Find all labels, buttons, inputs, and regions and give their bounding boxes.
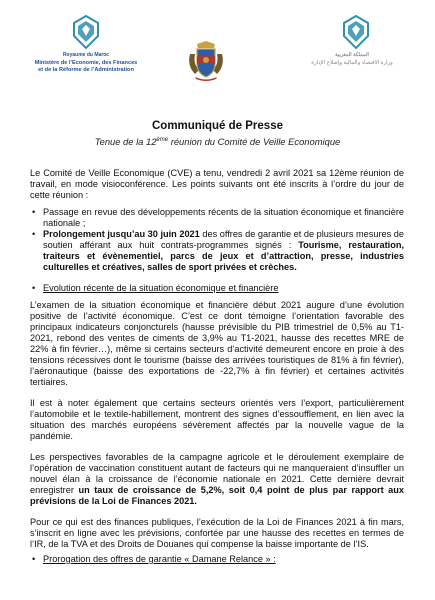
- section-heading-list: [30, 283, 404, 294]
- section-heading-list: [30, 554, 404, 565]
- ministry-logo-left: [30, 14, 150, 114]
- kingdom-label: Royaume du Maroc: [62, 52, 110, 58]
- subtitle-part: Tenue de la 12: [94, 136, 157, 147]
- arabic-kingdom-label: المملكة المغربية: [335, 52, 369, 58]
- paragraph-text: Les perspectives favorables de la campagne agricole et le déroulement exemplaire de l’opération de vaccination constituent autant de facteurs qui ne manqueraient d’insuffler un nouvel élan à la croissance de l’économie nationale en 2021. Cette dernière devrait enregistrer: [30, 452, 404, 495]
- section-heading: • Prorogation des offres de garantie « Damane Relance » :: [30, 554, 404, 565]
- subtitle-part: réunion du Comité de Veille Economique: [168, 136, 341, 147]
- paragraph: Il est à noter également que certains secteurs orientés vers l’export, particulièrement l’automobile et le textile-habillement, montrent des signes d’essoufflement, en lien avec la situation des marchés européens sévèrement affectés par la nouvelle vague de la pandémie.: [30, 398, 404, 441]
- intro-paragraph: Le Comité de Veille Economique (CVE) a tenu, vendredi 2 avril 2021 sa 12ème réunion de travail, en mode visioconférence. Les points suivants ont été inscrits à l’ordre du jour de cette réunion :: [30, 168, 404, 200]
- paragraph-bold: un taux de croissance de 5,2%, soit 0,4 point de plus par rapport aux prévisions de la Loi de Finances 2021.: [30, 485, 405, 506]
- agenda-item-bold: Prolongement jusqu’au 30 juin 2021: [43, 229, 200, 239]
- ministry-emblem-icon: [70, 14, 102, 50]
- royal-crest-icon: [187, 40, 225, 82]
- agenda-item-bold: Tourisme, restauration, traiteurs et évènementiel, parcs de jeux et d’attraction, presse, industries culturelles et créatives, salles de sport privées et crèches.: [43, 240, 404, 272]
- ministry-name-line: et de la Réforme de l’Administration: [38, 66, 134, 73]
- subtitle-superscript: ème: [156, 136, 169, 143]
- paragraph: [30, 452, 404, 507]
- agenda-list: [30, 207, 404, 273]
- arabic-ministry-name: وزارة الاقتصاد والمالية وإصلاح الإدارة: [311, 60, 393, 66]
- paragraph: Pour ce qui est des finances publiques, l’exécution de la Loi de Finances 2021 à fin mars, s’inscrit en ligne avec les prévisions, confortée par une hausse des recettes en termes de l’IR, de la TVA et des Droits de Douanes qui compense la baisse importante de l’IS.: [30, 517, 404, 549]
- agenda-item-text: des offres de garantie et de plusieurs mesures de soutien afférant aux huit contrats-programmes signés :: [43, 229, 404, 250]
- agenda-item: [30, 229, 404, 273]
- ministry-name-line: Ministère de l’Economie, des Finances: [34, 60, 138, 66]
- section-heading: • Evolution récente de la situation économique et financière: [30, 283, 404, 294]
- paragraph: L’examen de la situation économique et financière début 2021 augure d’une évolution positive de l’activité économique. C’est ce dont témoigne l’orientation favorable des principaux indicateurs conjoncturels (hausse prévisible du PIB trimestriel de 0,5% au T1-2021, rebond des ventes de ciments de 3,9% au T1-2021, hausse des recettes MRE de 22% à fin février…), même si certains secteurs d’activité demeurent encore en proie à des tensions récessives dont le tourisme (baisse des arrivées touristiques de 81% à fin février), l’aéronautique (baisse des exportations de -22,7% à fin février) et certaines activités tertiaires.: [30, 300, 404, 387]
- ministry-emblem-icon: [340, 14, 372, 50]
- page-subtitle: [0, 136, 435, 147]
- document-body: [30, 168, 404, 565]
- ministry-logo-right: [296, 14, 416, 104]
- agenda-item: • Passage en revue des développements récents de la situation économique et financière nationale ;: [30, 207, 404, 229]
- ministry-name: [30, 60, 142, 73]
- page-title: Communiqué de Presse: [151, 120, 283, 132]
